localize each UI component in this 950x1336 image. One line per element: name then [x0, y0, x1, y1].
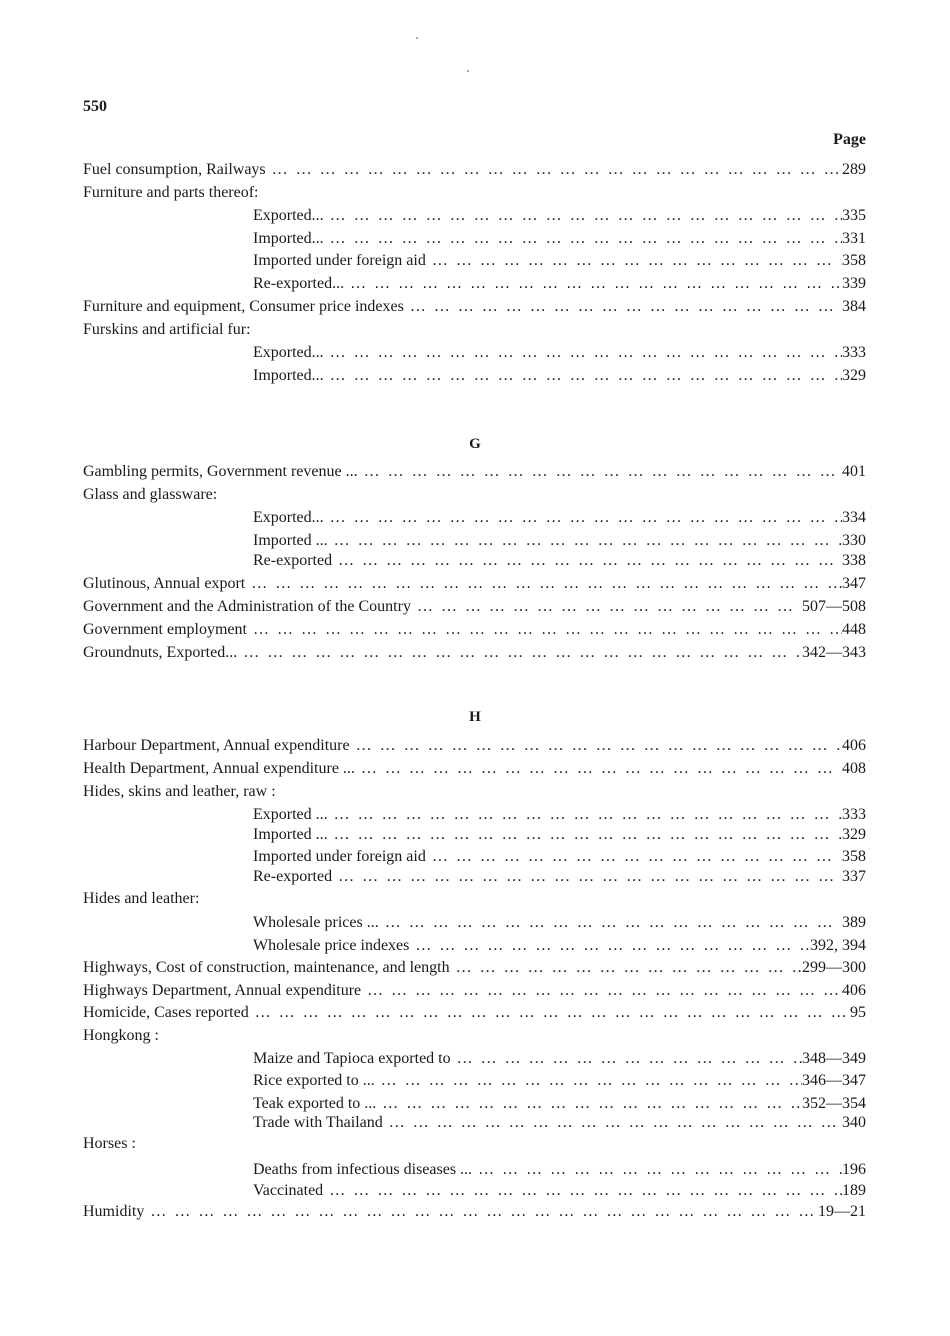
index-entry-label: Horses :	[83, 1135, 136, 1152]
index-entry	[253, 228, 866, 250]
index-entry-label: Re-exported	[253, 552, 333, 569]
index-entry-label: Trade with Thailand	[253, 1114, 383, 1131]
index-entry	[253, 824, 866, 846]
index-entry-label: Deaths from infectious diseases ...	[253, 1161, 473, 1178]
index-entry-label: Imported ...	[253, 532, 328, 549]
index-entry	[253, 273, 866, 295]
dot-leader	[344, 273, 842, 295]
index-entry-label: Humidity	[83, 1203, 145, 1220]
index-entry-page: 346—347	[802, 1072, 866, 1089]
dot-leader	[332, 550, 842, 572]
index-entry-label: Glass and glassware:	[83, 486, 218, 503]
index-entry-page: 331	[842, 230, 866, 247]
index-entry-page: 95	[850, 1004, 866, 1021]
index-entry	[83, 735, 866, 757]
index-entry-label: Wholesale price indexes	[253, 937, 410, 954]
dot-leader	[324, 228, 842, 250]
dot-leader	[237, 642, 802, 664]
dot-leader	[249, 1002, 846, 1024]
index-entry	[83, 758, 866, 780]
index-entry	[83, 781, 866, 803]
index-entry	[83, 182, 866, 204]
dot-leader	[361, 980, 842, 1002]
index-entry	[83, 619, 866, 641]
index-entry-label: Imported...	[253, 230, 324, 247]
index-entry-page: 338	[842, 552, 866, 569]
index-entry-page: 384	[842, 298, 866, 315]
index-entry	[83, 957, 866, 979]
index-entry-label: Exported...	[253, 344, 324, 361]
dot-leader	[450, 957, 802, 979]
dot-leader	[350, 735, 842, 757]
index-entry	[83, 642, 866, 664]
dot-leader	[245, 573, 842, 595]
index-entry-label: Highways, Cost of construction, maintenance, and length	[83, 959, 450, 976]
dot-leader	[472, 1159, 842, 1181]
index-entry-page: 408	[842, 760, 866, 777]
index-entry	[253, 912, 866, 934]
index-entry-page: 507—508	[802, 598, 866, 615]
dot-leader	[409, 935, 810, 957]
index-entry-page: 389	[842, 914, 866, 931]
index-entry-page: 406	[842, 737, 866, 754]
index-entry-page: 348—349	[802, 1050, 866, 1067]
index-entry	[253, 1048, 866, 1070]
section-heading-g: G	[469, 436, 481, 452]
index-entry	[253, 550, 866, 572]
scan-speck	[467, 70, 469, 72]
index-entry-page: 19—21	[818, 1203, 866, 1220]
dot-leader	[358, 461, 842, 483]
index-entry-page: 340	[842, 1114, 866, 1131]
index-entry-label: Re-exported...	[253, 275, 345, 292]
index-entry-label: Rice exported to ...	[253, 1072, 375, 1089]
scan-speck	[416, 37, 418, 39]
index-entry	[253, 365, 866, 387]
index-entry-page: 337	[842, 868, 866, 885]
index-entry-label: Harbour Department, Annual expenditure	[83, 737, 350, 754]
index-entry-label: Furniture and parts thereof:	[83, 184, 259, 201]
index-entry	[83, 980, 866, 1002]
index-entry	[83, 461, 866, 483]
index-entry-label: Homicide, Cases reported	[83, 1004, 249, 1021]
index-entry	[83, 596, 866, 618]
index-entry-label: Vaccinated	[253, 1182, 324, 1199]
index-entry-page: 342—343	[802, 644, 866, 661]
index-entry-label: Exported ...	[253, 806, 328, 823]
index-entry	[83, 296, 866, 318]
index-entry-page: 347	[842, 575, 866, 592]
index-entry-page: 330	[842, 532, 866, 549]
index-entry-page: 333	[842, 806, 866, 823]
dot-leader	[324, 507, 842, 529]
index-entry-label: Imported under foreign aid	[253, 252, 426, 269]
index-entry	[83, 1025, 866, 1047]
dot-leader	[328, 530, 842, 552]
index-entry-page: 406	[842, 982, 866, 999]
dot-leader	[324, 342, 842, 364]
index-entry-page: 392, 394	[810, 937, 866, 954]
index-entry-label: Exported...	[253, 207, 324, 224]
index-entry-label: Imported...	[253, 367, 324, 384]
index-entry-label: Highways Department, Annual expenditure	[83, 982, 362, 999]
index-entry-page: 196	[842, 1161, 866, 1178]
index-entry-label: Furskins and artificial fur:	[83, 321, 251, 338]
index-entry-label: Re-exported	[253, 868, 333, 885]
dot-leader	[247, 619, 842, 641]
index-entry-label: Government employment	[83, 621, 247, 638]
index-entry-label: Gambling permits, Government revenue ...	[83, 463, 358, 480]
index-entry-label: Groundnuts, Exported...	[83, 644, 238, 661]
index-entry-label: Furniture and equipment, Consumer price indexes	[83, 298, 404, 315]
index-entry	[253, 866, 866, 888]
index-entry	[83, 1002, 866, 1024]
index-entry-label: Hides and leather:	[83, 890, 200, 907]
index-entry-page: 352—354	[802, 1095, 866, 1112]
index-entry	[83, 159, 866, 181]
index-entry	[253, 1070, 866, 1092]
index-entry-label: Hongkong :	[83, 1027, 159, 1044]
index-entry-page: 329	[842, 367, 866, 384]
dot-leader	[328, 804, 842, 826]
index-entry	[253, 205, 866, 227]
index-entry	[253, 1180, 866, 1202]
index-entry	[253, 1159, 866, 1181]
section-heading-h: H	[469, 709, 481, 725]
index-entry	[83, 1201, 866, 1223]
index-entry	[83, 319, 866, 341]
index-entry	[83, 484, 866, 506]
index-entry-label: Health Department, Annual expenditure ...	[83, 760, 355, 777]
index-entry-label: Teak exported to ...	[253, 1095, 377, 1112]
dot-leader	[404, 296, 842, 318]
index-entry	[253, 342, 866, 364]
index-entry-page: 189	[842, 1182, 866, 1199]
index-entry	[253, 935, 866, 957]
index-entry-label: Imported under foreign aid	[253, 848, 426, 865]
dot-leader	[144, 1201, 818, 1223]
dot-leader	[379, 912, 842, 934]
index-entry-page: 339	[842, 275, 866, 292]
index-entry-label: Government and the Administration of the Country	[83, 598, 411, 615]
dot-leader	[411, 596, 802, 618]
dot-leader	[328, 824, 842, 846]
index-entry-label: Fuel consumption, Railways	[83, 161, 266, 178]
page-column-heading: Page	[833, 131, 866, 148]
index-entry-page: 335	[842, 207, 866, 224]
dot-leader	[266, 159, 842, 181]
page-number: 550	[83, 98, 107, 115]
dot-leader	[426, 846, 842, 868]
dot-leader	[332, 866, 842, 888]
dot-leader	[324, 205, 842, 227]
index-entry-label: Maize and Tapioca exported to	[253, 1050, 451, 1067]
index-entry	[253, 1112, 866, 1134]
index-entry	[83, 573, 866, 595]
index-entry-page: 333	[842, 344, 866, 361]
index-entry-page: 329	[842, 826, 866, 843]
index-entry-label: Glutinous, Annual export	[83, 575, 246, 592]
index-entry	[83, 1133, 866, 1155]
index-entry	[253, 846, 866, 868]
dot-leader	[383, 1112, 842, 1134]
index-entry-page: 299—300	[802, 959, 866, 976]
dot-leader	[324, 365, 842, 387]
index-entry-page: 334	[842, 509, 866, 526]
index-entry	[83, 888, 866, 910]
index-entry-page: 358	[842, 848, 866, 865]
index-entry	[253, 530, 866, 552]
index-entry-label: Exported...	[253, 509, 324, 526]
index-entry-label: Wholesale prices ...	[253, 914, 379, 931]
index-entry	[253, 804, 866, 826]
dot-leader	[375, 1070, 802, 1092]
index-entry-page: 448	[842, 621, 866, 638]
index-entry	[253, 250, 866, 272]
index-entry-label: Imported ...	[253, 826, 328, 843]
dot-leader	[451, 1048, 802, 1070]
index-entry-label: Hides, skins and leather, raw :	[83, 783, 276, 800]
dot-leader	[323, 1180, 842, 1202]
index-entry	[253, 507, 866, 529]
index-entry-page: 358	[842, 252, 866, 269]
dot-leader	[426, 250, 842, 272]
index-entry-page: 289	[842, 161, 866, 178]
dot-leader	[355, 758, 842, 780]
index-entry-page: 401	[842, 463, 866, 480]
